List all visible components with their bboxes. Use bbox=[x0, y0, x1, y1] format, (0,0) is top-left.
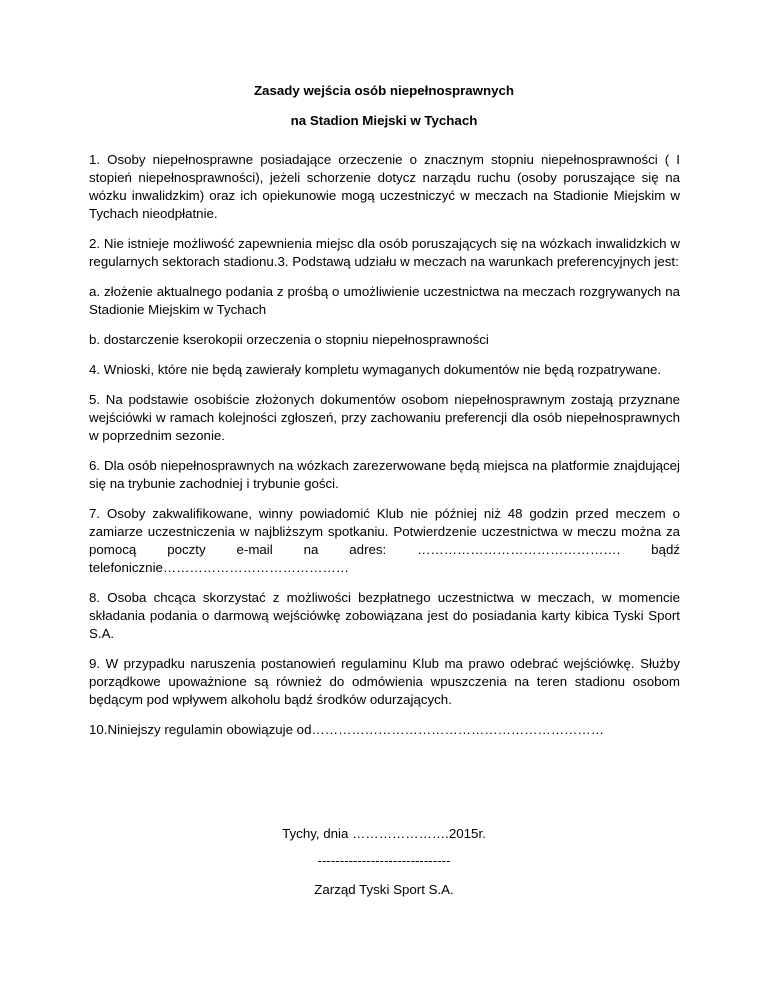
paragraph-9: 9. W przypadku naruszenia postanowień regulaminu Klub ma prawo odebrać wejściówkę. Służby porządkowe upoważnione są również do odmówienia wpuszczenia na teren stadionu osobom będącym pod wpływem alkoholu bądź środków odurzających. bbox=[89, 656, 680, 707]
paragraph-7: 7. Osoby zakwalifikowane, winny powiadomić Klub nie później niż 48 godzin przed meczem o zamiarze uczestniczenia w najbliższym spotkaniu. Potwierdzenie uczestnictwa w meczu można za pomocą poczty e-mail na adres: ………………………………………. bądź telefonicznie…………………………………… bbox=[89, 506, 680, 575]
paragraph-10: 10.Niniejszy regulamin obowiązuje od………………………………………………………… bbox=[89, 722, 605, 737]
paragraph-a: a. złożenie aktualnego podania z prośbą o umożliwienie uczestnictwa na meczach rozgrywanych na Stadionie Miejskim w Tychach bbox=[89, 284, 680, 317]
paragraph-5: 5. Na podstawie osobiście złożonych dokumentów osobom niepełnosprawnym zostają przyznane wejściówki w ramach kolejności zgłoszeń, przy zachowaniu preferencji dla osób niepełnosprawnych w poprzednim sezonie. bbox=[89, 392, 680, 443]
paragraph-8: 8. Osoba chcąca skorzystać z możliwości bezpłatnego uczestnictwa w meczach, w momencie składania podania o darmową wejściówkę zobowiązana jest do posiadania karty kibica Tyski Sport S.A. bbox=[89, 590, 680, 641]
document-body bbox=[89, 151, 680, 751]
date-line: Tychy, dnia ………………….2015r. bbox=[282, 826, 486, 841]
paragraph-b: b. dostarczenie kserokopii orzeczenia o stopniu niepełnosprawności bbox=[89, 332, 489, 347]
paragraph-4: 4. Wnioski, które nie będą zawierały kompletu wymaganych dokumentów nie będą rozpatrywane. bbox=[89, 362, 662, 377]
signature-name: Zarząd Tyski Sport S.A. bbox=[314, 882, 454, 897]
paragraph-2: 2. Nie istnieje możliwość zapewnienia miejsc dla osób poruszających się na wózkach inwalidzkich w regularnych sektorach stadionu.3. Podstawą udziału w meczach na warunkach preferencyjnych jest: bbox=[89, 236, 680, 269]
document-subtitle: na Stadion Miejski w Tychach bbox=[290, 113, 478, 128]
signature-line: ------------------------------ bbox=[317, 853, 451, 868]
document-title: Zasady wejścia osób niepełnosprawnych bbox=[253, 83, 515, 98]
paragraph-6: 6. Dla osób niepełnosprawnych na wózkach zarezerwowane będą miejsca na platformie znajdującej się na trybunie zachodniej i trybunie gości. bbox=[89, 458, 680, 491]
paragraph-1: 1. Osoby niepełnosprawne posiadające orzeczenie o znacznym stopniu niepełnosprawności ( I stopień niepełnosprawności), jeżeli schorzenie dotycz narządu ruchu (osoby poruszające się na wózku inwalidzkim) oraz ich opiekunowie mogą uczestniczyć w meczach na Stadionie Miejskim w Tychach nieodpłatnie. bbox=[89, 152, 680, 221]
